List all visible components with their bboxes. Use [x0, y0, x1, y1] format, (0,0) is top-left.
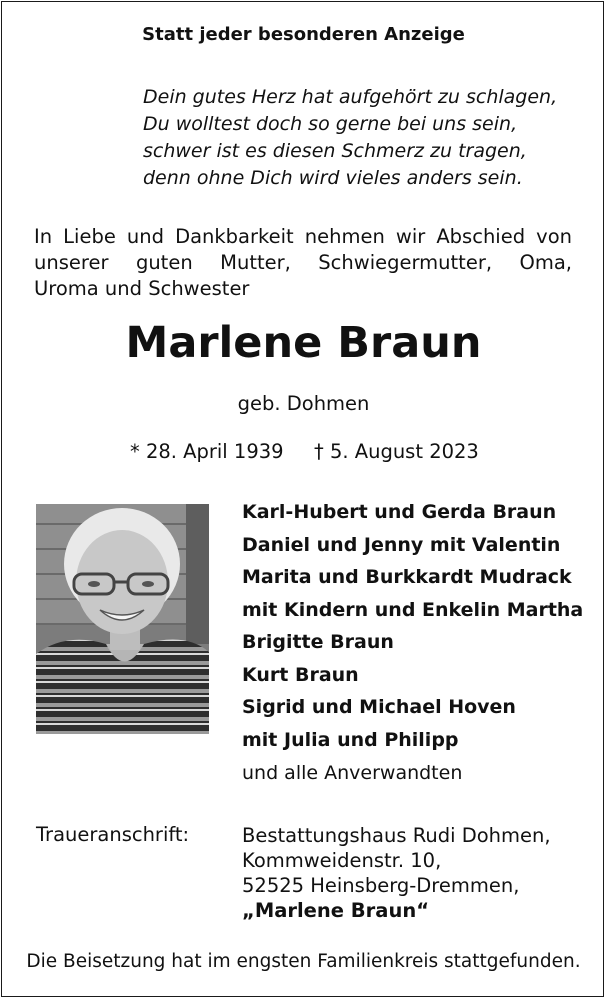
mourner-line: Kurt Braun	[242, 663, 359, 686]
address-line: Bestattungshaus Rudi Dohmen,	[242, 824, 551, 847]
poem-line: Du wolltest doch so gerne bei uns sein,	[143, 113, 518, 135]
intro-line: In Liebe und Dankbarkeit nehmen wir Abschied von	[34, 225, 572, 248]
mourning-address	[242, 823, 551, 923]
maiden-name: geb. Dohmen	[237, 392, 370, 415]
intro-line: Uroma und Schwester	[34, 277, 250, 300]
mourner-line: Brigitte Braun	[242, 631, 394, 653]
poem-line: denn ohne Dich wird vieles anders sein.	[143, 167, 523, 189]
burial-note: Die Beisetzung hat im engsten Familienkreis stattgefunden.	[26, 951, 581, 972]
poem	[143, 84, 557, 192]
poem-line: Dein gutes Herz hat aufgehört zu schlagen,	[143, 86, 558, 108]
death-date: † 5. August 2023	[314, 440, 479, 463]
address-label: Traueranschrift:	[36, 823, 190, 846]
mourner-line: Marita und Burkkardt Mudrack	[242, 566, 572, 588]
relatives-line: und alle Anverwandten	[242, 762, 463, 784]
notice-header: Statt jeder besonderen Anzeige	[142, 24, 465, 45]
mourner-line: mit Kindern und Enkelin Martha	[242, 598, 584, 621]
mourner-line: mit Julia und Philipp	[242, 728, 459, 751]
intro-text	[34, 224, 572, 302]
portrait-photo	[36, 504, 209, 734]
mourner-line: Sigrid und Michael Hoven	[242, 696, 516, 718]
poem-line: schwer ist es diesen Schmerz zu tragen,	[143, 140, 527, 162]
deceased-name: Marlene Braun	[125, 318, 482, 368]
address-line: „Marlene Braun“	[242, 899, 430, 922]
intro-line: unserer guten Mutter, Schwiegermutter, Oma,	[34, 251, 572, 274]
mourner-line: Daniel und Jenny mit Valentin	[242, 533, 561, 556]
mourners-list	[242, 496, 583, 756]
mourner-line: Karl-Hubert und Gerda Braun	[242, 501, 557, 523]
birth-date: * 28. April 1939	[130, 440, 284, 463]
address-line: Kommweidenstr. 10,	[242, 849, 442, 872]
address-line: 52525 Heinsberg-Dremmen,	[242, 874, 520, 897]
